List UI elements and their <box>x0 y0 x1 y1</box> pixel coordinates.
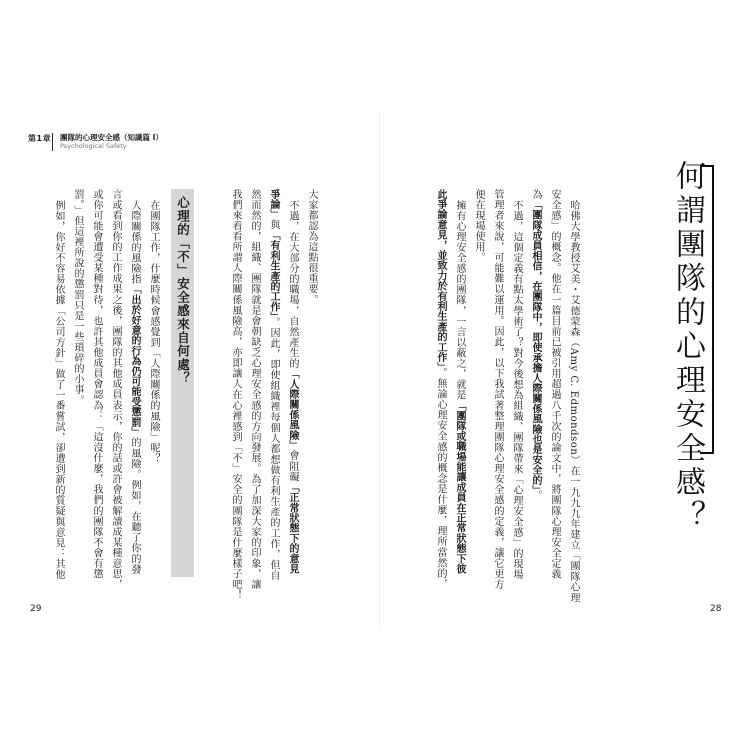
text-column <box>53 200 63 580</box>
body-text: 人際關係的風險指 <box>129 200 140 285</box>
body-text: 不過，在大部分的職場，自然產生的 <box>287 200 298 369</box>
text-column <box>91 189 101 579</box>
running-header <box>28 133 288 155</box>
text-column <box>473 189 483 263</box>
header-divider <box>52 133 53 151</box>
text-column <box>268 189 278 581</box>
body-text: 言或看到你的工作成果之後，團隊的其他成員表示，你的話或許會被解讀成某種意思， <box>110 189 121 590</box>
text-column <box>530 189 540 501</box>
text-column <box>568 200 578 603</box>
emphasis-text: 「有利生產的工作」 <box>268 230 279 317</box>
body-text: 會阻礙 <box>287 450 298 483</box>
text-column <box>306 189 316 305</box>
emphasis-text: 「團隊或職場能讓成員在正常狀態下彼 <box>454 400 465 574</box>
body-text: 。 <box>530 490 541 501</box>
body-text: 罰。」但這裡所說的懲罰只是一些瑣碎的小事。 <box>72 189 83 406</box>
emphasis-text: 此爭論意見，並致力於有利生產的工作」 <box>435 189 446 368</box>
chapter-tag: 第1章 <box>28 134 52 143</box>
body-text: 在團隊工作，什麼時候會感覺到「人際關係的風險」呢？ <box>148 200 159 464</box>
text-column <box>435 189 445 589</box>
body-text: 哈佛大學教授艾美・艾德蒙森（Amy C. Edmondson）在一九九九年建立「團隊心理 <box>568 200 579 604</box>
body-text: 的風險。例如，在聽了你的發 <box>129 437 140 575</box>
text-column <box>230 189 240 600</box>
emphasis-text: 「人際關係風險」 <box>287 368 298 451</box>
text-column <box>549 189 559 579</box>
body-text: 便在現場使用。 <box>473 189 484 263</box>
text-column <box>129 200 139 575</box>
text-column <box>454 200 464 574</box>
text-column <box>287 200 297 574</box>
text-column <box>492 189 502 590</box>
text-column <box>148 200 158 464</box>
text-column <box>249 189 259 590</box>
body-text: 不過，這個定義有點太學術了？對今後想為組織、團隊帶來「心理安全感」的現場 <box>511 200 522 580</box>
page-number-left: 29 <box>30 604 42 614</box>
chapter-title: 何謂團隊的心理安全感？ <box>670 160 705 534</box>
text-column <box>110 189 120 590</box>
body-text: 為 <box>530 189 541 200</box>
body-text: 。因此，即使組織裡每個人都想做有利生產的工作，但自 <box>268 316 279 581</box>
body-text: 或你可能會遭受某種對待，也許其他成員會認為：「這沒什麼，我們的團隊不會有懲 <box>91 189 102 580</box>
section-heading-box <box>171 189 194 577</box>
page-number-right: 28 <box>710 604 722 614</box>
section-heading: 心理的「不」安全感來自何處？ <box>175 196 191 385</box>
body-text: 安全感」的概念。他在一篇目前已被引用超過八千次的論文中，將團隊心理安全定義 <box>549 189 560 580</box>
body-text: 然而然的，組織、團隊就是會朝缺乏心理安全感的方向發展。為了加深大家的印象，讓 <box>249 189 260 590</box>
emphasis-text: 「正常狀態下的意見 <box>287 482 298 574</box>
body-text: 。無論心理安全感的概念是什麼，理所當然的， <box>435 367 446 590</box>
body-text: 管理者來說，可能難以運用。因此，以下我試著整理團隊心理安全感的定義，讓它更方 <box>492 189 503 590</box>
emphasis-text: 「團隊成員相信，在團隊中，即使承擔人際關係風險也是安全的」 <box>530 199 541 491</box>
body-text: 與 <box>268 219 279 231</box>
body-text: 大家都認為這點很重要。 <box>306 189 317 306</box>
text-column <box>511 200 521 580</box>
emphasis-text: 爭論」 <box>268 189 279 220</box>
book-title: 團隊的心理安全感（知識篇 I） <box>60 133 163 142</box>
body-text: 例如，你好不容易依據「公司方針」做了一番嘗試，卻遭到新的質疑與意見：其他 <box>53 200 64 580</box>
book-subtitle: Psychological Safety <box>60 142 127 150</box>
body-text: 擁有心理安全感的團隊，一言以蔽之，就是 <box>454 200 465 401</box>
body-text: 我們來看看所謂人際關係風險高，亦即讓人在心裡感到「不」安全的團隊是什麼樣子吧！ <box>230 189 241 601</box>
emphasis-text: 「出於好意的行為仍可能受懲罰」 <box>129 284 140 438</box>
text-column <box>72 189 82 406</box>
